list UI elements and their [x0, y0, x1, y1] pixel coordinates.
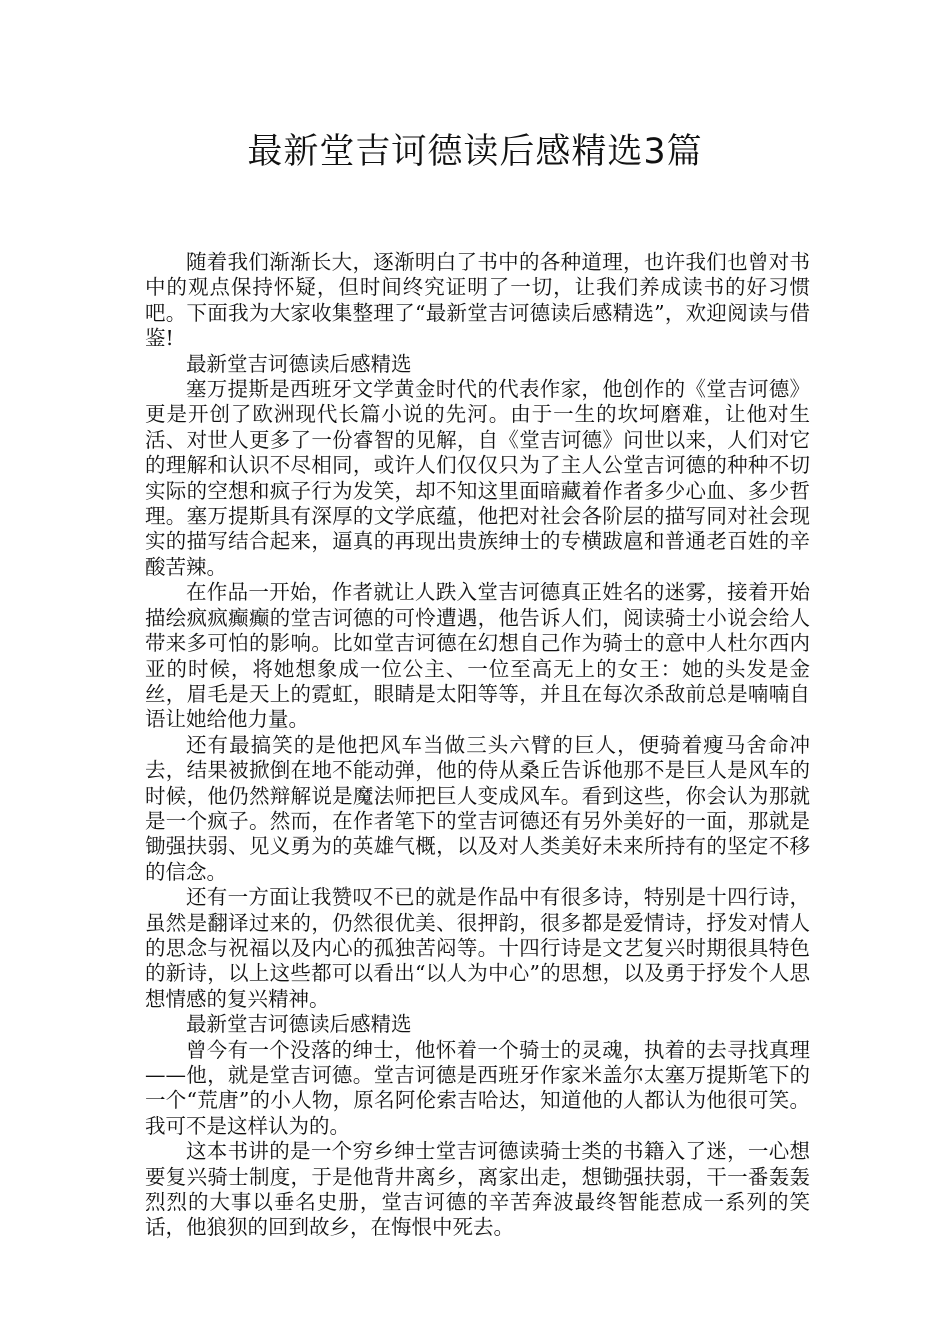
intro-paragraph: 随着我们渐渐长大，逐渐明白了书中的各种道理，也许我们也曾对书中的观点保持怀疑，但时间终究证明了一切，让我们养成读书的好习惯吧。下面我为大家收集整理了“最新堂吉诃德读后感精选”，欢迎阅读与借鉴! — [145, 250, 810, 351]
body-paragraph: 在作品一开始，作者就让人跌入堂吉诃德真正姓名的迷雾，接着开始描绘疯疯癫癫的堂吉诃德的可怜遭遇，他告诉人们，阅读骑士小说会给人带来多可怕的影响。比如堂吉诃德在幻想自己作为骑士的意中人杜尔西内亚的时候，将她想象成一位公主、一位至高无上的女王：她的头发是金丝，眉毛是天上的霓虹，眼睛是太阳等等，并且在每次杀敌前总是喃喃自语让她给他力量。 — [145, 580, 810, 732]
body-paragraph: 曾今有一个没落的绅士，他怀着一个骑士的灵魂，执着的去寻找真理——他，就是堂吉诃德。堂吉诃德是西班牙作家米盖尔太塞万提斯笔下的一个“荒唐”的小人物，原名阿伦索吉哈达，知道他的人都认为他很可笑。我可不是这样认为的。 — [145, 1037, 810, 1138]
document-title: 最新堂吉诃德读后感精选3篇 — [247, 132, 703, 172]
body-paragraph: 还有最搞笑的是他把风车当做三头六臂的巨人，便骑着瘦马舍命冲去，结果被掀倒在地不能动弹，他的侍从桑丘告诉他那不是巨人是风车的时候，他仍然辩解说是魔法师把巨人变成风车。看到这些，你会认为那就是一个疯子。然而，在作者笔下的堂吉诃德还有另外美好的一面，那就是锄强扶弱、见义勇为的英雄气概，以及对人类美好未来所持有的坚定不移的信念。 — [145, 732, 810, 884]
section-heading-1: 最新堂吉诃德读后感精选 — [186, 351, 412, 376]
body-paragraph: 还有一方面让我赞叹不已的就是作品中有很多诗，特别是十四行诗，虽然是翻译过来的，仍然很优美、很押韵，很多都是爱情诗，抒发对情人的思念与祝福以及内心的孤独苦闷等。十四行诗是文艺复兴时期很具特色的新诗，以上这些都可以看出“以人为中心”的思想，以及勇于抒发个人思想情感的复兴精神。 — [145, 885, 810, 1011]
body-paragraph: 这本书讲的是一个穷乡绅士堂吉诃德读骑士类的书籍入了迷，一心想要复兴骑士制度，于是他背井离乡，离家出走，想锄强扶弱，干一番轰轰烈烈的大事以垂名史册，堂吉诃德的辛苦奔波最终智能惹成一系列的笑话，他狼狈的回到故乡，在悔恨中死去。 — [145, 1139, 810, 1240]
section-heading-2: 最新堂吉诃德读后感精选 — [186, 1012, 412, 1037]
document-body — [145, 250, 810, 1241]
body-paragraph: 塞万提斯是西班牙文学黄金时代的代表作家，他创作的《堂吉诃德》更是开创了欧洲现代长篇小说的先河。由于一生的坎坷磨难，让他对生活、对世人更多了一份睿智的见解，自《堂吉诃德》问世以来，人们对它的理解和认识不尽相同，或许人们仅仅只为了主人公堂吉诃德的种种不切实际的空想和疯子行为发笑，却不知这里面暗藏着作者多少心血、多少哲理。塞万提斯具有深厚的文学底蕴，他把对社会各阶层的描写同对社会现实的描写结合起来，逼真的再现出贵族绅士的专横跋扈和普通老百姓的辛酸苦辣。 — [145, 377, 810, 579]
